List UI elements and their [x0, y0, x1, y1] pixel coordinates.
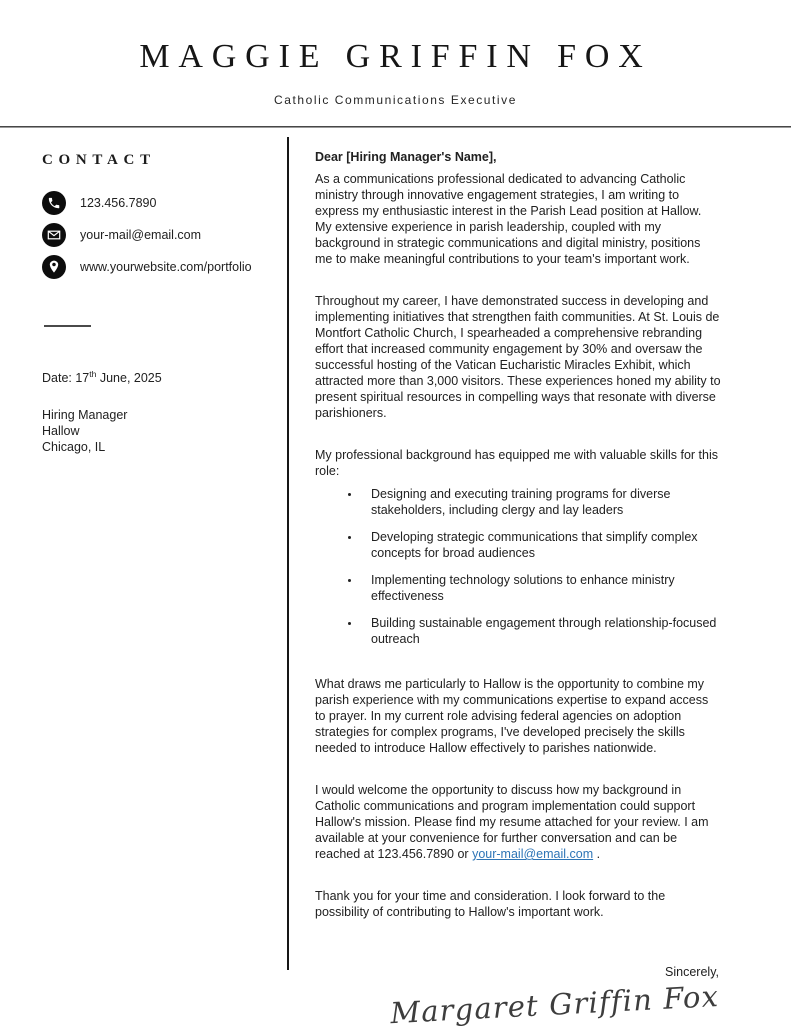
closing-word: Sincerely,: [665, 965, 719, 979]
date-prefix: Date: 17: [42, 371, 90, 386]
paragraph-thanks: Thank you for your time and consideration. I look forward to the possibility of contributing to Hallow's important work.: [315, 889, 666, 919]
skill-item: • Developing strategic communications that simplify complex concepts for broad audiences: [361, 529, 721, 561]
paragraph-career: Throughout my career, I have demonstrated success in developing and implementing initiatives that strengthen faith communities. At St. Louis de Montfort Catholic Church, I spearheaded a comprehensive rebranding effort that increased community engagement by 30% and oversaw the successful hosting of the Vatican Eucharistic Miracles Exhibit, which attracted more than 3,000 visitors. These experiences honed my ability to present spiritual resources in compelling ways that resonate with diverse parishioners.: [315, 294, 721, 420]
date-line: [42, 369, 269, 385]
skill-item: • Building sustainable engagement through relationship-focused outreach: [361, 615, 721, 647]
signature: Margaret Griffin Fox: [389, 979, 720, 1031]
contact-row-phone: [42, 191, 269, 215]
recipient-location: Chicago, IL: [42, 440, 106, 455]
mail-icon: [42, 223, 66, 247]
website-url: www.yourwebsite.com/portfolio: [80, 260, 252, 274]
email-address: your-mail@email.com: [80, 228, 202, 242]
paragraph-motivation: What draws me particularly to Hallow is the opportunity to combine my parish experience with my communications expertise to expand access to prayer. In my current role advising federal agencies on adoption strategies for complex programs, I've developed precisely the skills needed to introduce Hallow effectively to parishes nationwide.: [315, 677, 709, 755]
letterhead: [0, 0, 791, 128]
location-icon: [42, 255, 66, 279]
paragraph-intro: As a communications professional dedicated to advancing Catholic ministry through innovative engagement strategies, I am writing to express my enthusiastic interest in the Parish Lead position at Hallow. My extensive experience in parish leadership, coupled with my background in strategic communications and digital ministry, positions me to make meaningful contributions to your team's important work.: [315, 172, 702, 266]
phone-icon: [42, 191, 66, 215]
skills-intro: My professional background has equipped me with valuable skills for this role:: [315, 448, 718, 478]
closing-block: [315, 965, 721, 1031]
recipient-name: Hiring Manager: [42, 408, 128, 423]
skill-item: • Designing and executing training programs for diverse stakeholders, including clergy and lay leaders: [361, 486, 721, 518]
skills-list: [315, 486, 721, 647]
date-ordinal-suffix: th: [89, 369, 97, 379]
paragraph-availability: [315, 782, 721, 862]
date-rest: June, 2025: [96, 371, 162, 386]
contact-heading: CONTACT: [42, 152, 156, 168]
salutation: Dear [Hiring Manager's Name],: [315, 150, 497, 164]
recipient-block: [42, 407, 269, 455]
availability-text-before-link: I would welcome the opportunity to discuss how my background in Catholic communications and program implementation could support Hallow's mission. Please find my resume attached for your review. I am available at your convenience for further conversation and can be reached at 123.456.7890 or: [315, 783, 709, 861]
recipient-company: Hallow: [42, 424, 80, 439]
person-title: Catholic Communications Executive: [274, 93, 517, 107]
availability-text-after-link: .: [593, 847, 601, 861]
page-body: [0, 128, 791, 1031]
letter-body: [289, 128, 749, 1031]
email-link[interactable]: your-mail@email.com: [472, 847, 594, 861]
contact-row-website: [42, 255, 269, 279]
sidebar-short-divider: [44, 325, 91, 327]
person-name: MAGGIE GRIFFIN FOX: [139, 38, 652, 75]
sidebar: [0, 128, 287, 1013]
phone-number: 123.456.7890: [80, 196, 157, 210]
skill-item: • Implementing technology solutions to enhance ministry effectiveness: [361, 572, 721, 604]
contact-row-email: [42, 223, 269, 247]
